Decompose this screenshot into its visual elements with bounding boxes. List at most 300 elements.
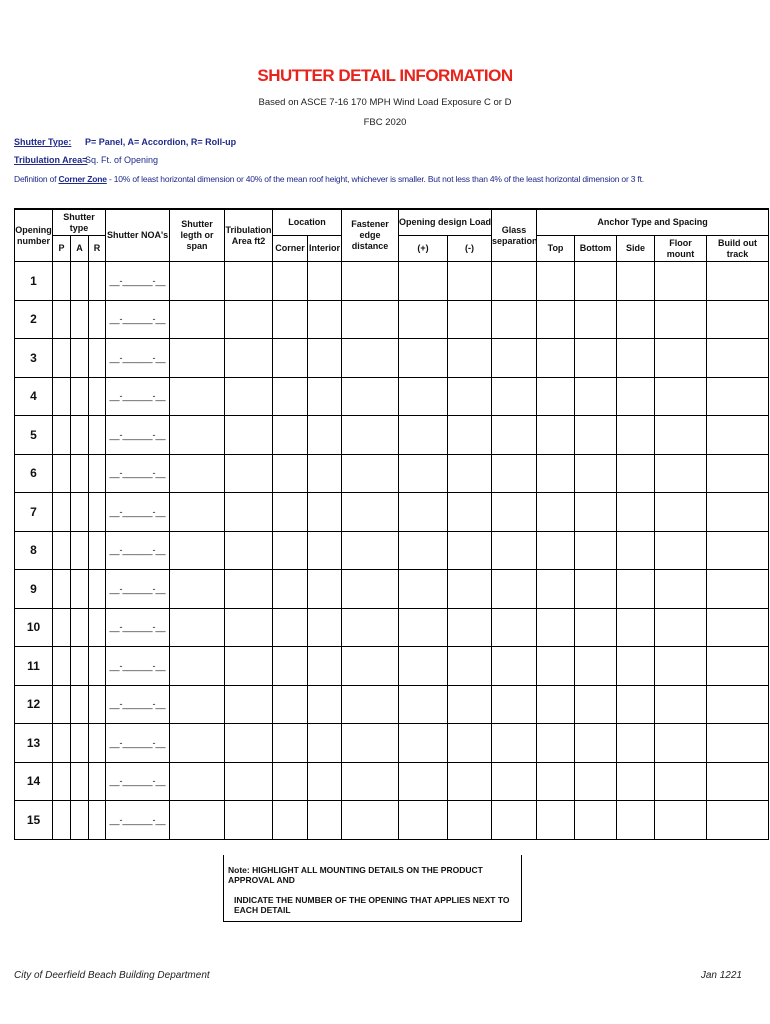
header-opening-number: Opening number xyxy=(15,209,53,262)
interior-cell[interactable] xyxy=(308,454,342,493)
glass-cell[interactable] xyxy=(492,377,537,416)
bottom-cell[interactable] xyxy=(575,493,617,532)
load-neg-cell[interactable] xyxy=(448,608,492,647)
load-pos-cell[interactable] xyxy=(399,801,448,840)
length-cell[interactable] xyxy=(170,377,225,416)
side-cell[interactable] xyxy=(617,608,655,647)
length-cell[interactable] xyxy=(170,647,225,686)
length-cell[interactable] xyxy=(170,262,225,301)
type-a-cell[interactable] xyxy=(71,493,89,532)
bottom-cell[interactable] xyxy=(575,454,617,493)
tribulation-cell[interactable] xyxy=(225,608,273,647)
load-neg-cell[interactable] xyxy=(448,300,492,339)
interior-cell[interactable] xyxy=(308,724,342,763)
load-neg-cell[interactable] xyxy=(448,685,492,724)
noa-cell[interactable]: __-______-__ xyxy=(106,454,170,493)
fastener-cell[interactable] xyxy=(342,685,399,724)
floor-mount-cell[interactable] xyxy=(655,801,707,840)
build-out-cell[interactable] xyxy=(707,724,769,763)
opening-number-cell: 2 xyxy=(15,300,53,339)
length-cell[interactable] xyxy=(170,570,225,609)
type-p-cell[interactable] xyxy=(53,416,71,455)
header-location: Location xyxy=(273,209,342,236)
noa-cell[interactable]: __-______-__ xyxy=(106,339,170,378)
top-cell[interactable] xyxy=(537,801,575,840)
top-cell[interactable] xyxy=(537,300,575,339)
top-cell[interactable] xyxy=(537,570,575,609)
floor-mount-cell[interactable] xyxy=(655,685,707,724)
top-cell[interactable] xyxy=(537,416,575,455)
build-out-cell[interactable] xyxy=(707,339,769,378)
load-neg-cell[interactable] xyxy=(448,724,492,763)
side-cell[interactable] xyxy=(617,339,655,378)
fastener-cell[interactable] xyxy=(342,300,399,339)
type-r-cell[interactable] xyxy=(89,570,106,609)
side-cell[interactable] xyxy=(617,531,655,570)
top-cell[interactable] xyxy=(537,724,575,763)
build-out-cell[interactable] xyxy=(707,570,769,609)
load-pos-cell[interactable] xyxy=(399,531,448,570)
table-row xyxy=(15,377,769,416)
glass-cell[interactable] xyxy=(492,339,537,378)
bottom-cell[interactable] xyxy=(575,762,617,801)
top-cell[interactable] xyxy=(537,531,575,570)
build-out-cell[interactable] xyxy=(707,685,769,724)
load-neg-cell[interactable] xyxy=(448,416,492,455)
interior-cell[interactable] xyxy=(308,685,342,724)
build-out-cell[interactable] xyxy=(707,493,769,532)
fastener-cell[interactable] xyxy=(342,801,399,840)
tribulation-cell[interactable] xyxy=(225,377,273,416)
glass-cell[interactable] xyxy=(492,801,537,840)
floor-mount-cell[interactable] xyxy=(655,493,707,532)
type-r-cell[interactable] xyxy=(89,454,106,493)
type-a-cell[interactable] xyxy=(71,377,89,416)
top-cell[interactable] xyxy=(537,647,575,686)
length-cell[interactable] xyxy=(170,762,225,801)
floor-mount-cell[interactable] xyxy=(655,300,707,339)
length-cell[interactable] xyxy=(170,724,225,763)
type-a-cell[interactable] xyxy=(71,801,89,840)
bottom-cell[interactable] xyxy=(575,339,617,378)
fastener-cell[interactable] xyxy=(342,416,399,455)
load-pos-cell[interactable] xyxy=(399,416,448,455)
bottom-cell[interactable] xyxy=(575,377,617,416)
type-r-cell[interactable] xyxy=(89,531,106,570)
interior-cell[interactable] xyxy=(308,377,342,416)
type-a-cell[interactable] xyxy=(71,685,89,724)
corner-cell[interactable] xyxy=(273,493,308,532)
load-pos-cell[interactable] xyxy=(399,377,448,416)
tribulation-cell[interactable] xyxy=(225,724,273,763)
glass-cell[interactable] xyxy=(492,762,537,801)
type-p-cell[interactable] xyxy=(53,801,71,840)
header-load-negative: (-) xyxy=(448,236,492,262)
side-cell[interactable] xyxy=(617,724,655,763)
header-shutter-length: Shutter legth or span xyxy=(170,209,225,262)
noa-cell[interactable]: __-______-__ xyxy=(106,300,170,339)
interior-cell[interactable] xyxy=(308,801,342,840)
load-neg-cell[interactable] xyxy=(448,493,492,532)
load-pos-cell[interactable] xyxy=(399,262,448,301)
noa-cell[interactable]: __-______-__ xyxy=(106,608,170,647)
glass-cell[interactable] xyxy=(492,608,537,647)
side-cell[interactable] xyxy=(617,493,655,532)
fastener-cell[interactable] xyxy=(342,647,399,686)
table-row xyxy=(15,801,769,840)
top-cell[interactable] xyxy=(537,339,575,378)
floor-mount-cell[interactable] xyxy=(655,608,707,647)
floor-mount-cell[interactable] xyxy=(655,531,707,570)
bottom-cell[interactable] xyxy=(575,647,617,686)
type-p-cell[interactable] xyxy=(53,454,71,493)
corner-cell[interactable] xyxy=(273,300,308,339)
tribulation-cell[interactable] xyxy=(225,493,273,532)
build-out-cell[interactable] xyxy=(707,262,769,301)
tribulation-cell[interactable] xyxy=(225,339,273,378)
length-cell[interactable] xyxy=(170,300,225,339)
bottom-cell[interactable] xyxy=(575,570,617,609)
corner-cell[interactable] xyxy=(273,262,308,301)
fastener-cell[interactable] xyxy=(342,339,399,378)
side-cell[interactable] xyxy=(617,416,655,455)
noa-cell[interactable]: __-______-__ xyxy=(106,724,170,763)
load-pos-cell[interactable] xyxy=(399,647,448,686)
side-cell[interactable] xyxy=(617,262,655,301)
corner-cell[interactable] xyxy=(273,339,308,378)
side-cell[interactable] xyxy=(617,685,655,724)
type-p-cell[interactable] xyxy=(53,685,71,724)
bottom-cell[interactable] xyxy=(575,262,617,301)
type-p-cell[interactable] xyxy=(53,531,71,570)
footer-date: Jan 1221 xyxy=(700,970,742,981)
bottom-cell[interactable] xyxy=(575,685,617,724)
build-out-cell[interactable] xyxy=(707,762,769,801)
tribulation-cell[interactable] xyxy=(225,262,273,301)
side-cell[interactable] xyxy=(617,801,655,840)
glass-cell[interactable] xyxy=(492,724,537,763)
fastener-cell[interactable] xyxy=(342,262,399,301)
opening-number-cell: 7 xyxy=(15,493,53,532)
top-cell[interactable] xyxy=(537,608,575,647)
glass-cell[interactable] xyxy=(492,416,537,455)
header-anchor-bottom: Bottom xyxy=(575,236,617,262)
type-p-cell[interactable] xyxy=(53,724,71,763)
top-cell[interactable] xyxy=(537,685,575,724)
opening-number-cell: 15 xyxy=(15,801,53,840)
build-out-cell[interactable] xyxy=(707,300,769,339)
type-r-cell[interactable] xyxy=(89,493,106,532)
floor-mount-cell[interactable] xyxy=(655,647,707,686)
bottom-cell[interactable] xyxy=(575,608,617,647)
header-interior: Interior xyxy=(308,236,342,262)
length-cell[interactable] xyxy=(170,416,225,455)
side-cell[interactable] xyxy=(617,300,655,339)
corner-cell[interactable] xyxy=(273,801,308,840)
load-pos-cell[interactable] xyxy=(399,608,448,647)
length-cell[interactable] xyxy=(170,493,225,532)
glass-cell[interactable] xyxy=(492,454,537,493)
load-neg-cell[interactable] xyxy=(448,339,492,378)
header-anchor-top: Top xyxy=(537,236,575,262)
top-cell[interactable] xyxy=(537,454,575,493)
corner-cell[interactable] xyxy=(273,454,308,493)
type-r-cell[interactable] xyxy=(89,300,106,339)
type-p-cell[interactable] xyxy=(53,262,71,301)
tribulation-cell[interactable] xyxy=(225,685,273,724)
build-out-cell[interactable] xyxy=(707,608,769,647)
interior-cell[interactable] xyxy=(308,493,342,532)
load-pos-cell[interactable] xyxy=(399,570,448,609)
tribulation-cell[interactable] xyxy=(225,570,273,609)
load-neg-cell[interactable] xyxy=(448,454,492,493)
type-r-cell[interactable] xyxy=(89,339,106,378)
type-r-cell[interactable] xyxy=(89,262,106,301)
length-cell[interactable] xyxy=(170,608,225,647)
length-cell[interactable] xyxy=(170,339,225,378)
header-load-positive: (+) xyxy=(399,236,448,262)
type-a-cell[interactable] xyxy=(71,531,89,570)
build-out-cell[interactable] xyxy=(707,377,769,416)
corner-cell[interactable] xyxy=(273,416,308,455)
type-a-cell[interactable] xyxy=(71,762,89,801)
load-pos-cell[interactable] xyxy=(399,454,448,493)
load-pos-cell[interactable] xyxy=(399,685,448,724)
length-cell[interactable] xyxy=(170,685,225,724)
fastener-cell[interactable] xyxy=(342,608,399,647)
interior-cell[interactable] xyxy=(308,647,342,686)
interior-cell[interactable] xyxy=(308,416,342,455)
length-cell[interactable] xyxy=(170,454,225,493)
table-row xyxy=(15,724,769,763)
floor-mount-cell[interactable] xyxy=(655,262,707,301)
tribulation-cell[interactable] xyxy=(225,762,273,801)
type-a-cell[interactable] xyxy=(71,647,89,686)
corner-cell[interactable] xyxy=(273,570,308,609)
corner-cell[interactable] xyxy=(273,608,308,647)
note-line-1: Note: HIGHLIGHT ALL MOUNTING DETAILS ON THE PRODUCT APPROVAL AND xyxy=(228,865,483,885)
header-anchor-side: Side xyxy=(617,236,655,262)
type-p-cell[interactable] xyxy=(53,377,71,416)
side-cell[interactable] xyxy=(617,647,655,686)
type-p-cell[interactable] xyxy=(53,608,71,647)
opening-number-cell: 5 xyxy=(15,416,53,455)
header-shutter-type: Shutter type xyxy=(53,209,106,236)
header-type-p: P xyxy=(53,236,71,262)
glass-cell[interactable] xyxy=(492,262,537,301)
type-a-cell[interactable] xyxy=(71,339,89,378)
type-a-cell[interactable] xyxy=(71,724,89,763)
fastener-cell[interactable] xyxy=(342,724,399,763)
length-cell[interactable] xyxy=(170,531,225,570)
fastener-cell[interactable] xyxy=(342,377,399,416)
tribulation-cell[interactable] xyxy=(225,531,273,570)
load-pos-cell[interactable] xyxy=(399,493,448,532)
header-anchor-type: Anchor Type and Spacing xyxy=(537,209,769,236)
building-code: FBC 2020 xyxy=(363,117,407,128)
side-cell[interactable] xyxy=(617,570,655,609)
load-neg-cell[interactable] xyxy=(448,801,492,840)
type-a-cell[interactable] xyxy=(71,608,89,647)
table-row xyxy=(15,762,769,801)
shutter-detail-table xyxy=(14,208,769,840)
load-pos-cell[interactable] xyxy=(399,762,448,801)
bottom-cell[interactable] xyxy=(575,531,617,570)
header-type-a: A xyxy=(71,236,89,262)
floor-mount-cell[interactable] xyxy=(655,454,707,493)
bottom-cell[interactable] xyxy=(575,801,617,840)
load-neg-cell[interactable] xyxy=(448,647,492,686)
type-p-cell[interactable] xyxy=(53,762,71,801)
interior-cell[interactable] xyxy=(308,762,342,801)
type-p-cell[interactable] xyxy=(53,339,71,378)
interior-cell[interactable] xyxy=(308,300,342,339)
load-pos-cell[interactable] xyxy=(399,724,448,763)
corner-zone-definition xyxy=(14,174,644,184)
noa-cell[interactable]: __-______-__ xyxy=(106,762,170,801)
load-pos-cell[interactable] xyxy=(399,300,448,339)
noa-cell[interactable]: __-______-__ xyxy=(106,493,170,532)
interior-cell[interactable] xyxy=(308,262,342,301)
type-r-cell[interactable] xyxy=(89,608,106,647)
fastener-cell[interactable] xyxy=(342,570,399,609)
floor-mount-cell[interactable] xyxy=(655,339,707,378)
table-row xyxy=(15,608,769,647)
noa-cell[interactable]: __-______-__ xyxy=(106,531,170,570)
type-a-cell[interactable] xyxy=(71,262,89,301)
side-cell[interactable] xyxy=(617,762,655,801)
tribulation-cell[interactable] xyxy=(225,801,273,840)
load-neg-cell[interactable] xyxy=(448,531,492,570)
type-p-cell[interactable] xyxy=(53,570,71,609)
tribulation-cell[interactable] xyxy=(225,416,273,455)
load-pos-cell[interactable] xyxy=(399,339,448,378)
type-r-cell[interactable] xyxy=(89,377,106,416)
note-line-2: INDICATE THE NUMBER OF THE OPENING THAT APPLIES NEXT TO EACH DETAIL xyxy=(234,895,510,915)
tribulation-cell[interactable] xyxy=(225,647,273,686)
noa-cell[interactable]: __-______-__ xyxy=(106,647,170,686)
floor-mount-cell[interactable] xyxy=(655,416,707,455)
interior-cell[interactable] xyxy=(308,531,342,570)
type-r-cell[interactable] xyxy=(89,801,106,840)
shutter-type-value: P= Panel, A= Accordion, R= Roll-up xyxy=(85,137,237,147)
corner-cell[interactable] xyxy=(273,762,308,801)
opening-number-cell: 11 xyxy=(15,647,53,686)
floor-mount-cell[interactable] xyxy=(655,724,707,763)
build-out-cell[interactable] xyxy=(707,647,769,686)
corner-cell[interactable] xyxy=(273,531,308,570)
type-a-cell[interactable] xyxy=(71,416,89,455)
load-neg-cell[interactable] xyxy=(448,570,492,609)
load-neg-cell[interactable] xyxy=(448,262,492,301)
header-fastener-edge-distance: Fastener edge distance xyxy=(342,209,399,262)
corner-cell[interactable] xyxy=(273,377,308,416)
fastener-cell[interactable] xyxy=(342,493,399,532)
corner-cell[interactable] xyxy=(273,685,308,724)
type-p-cell[interactable] xyxy=(53,647,71,686)
side-cell[interactable] xyxy=(617,454,655,493)
glass-cell[interactable] xyxy=(492,685,537,724)
interior-cell[interactable] xyxy=(308,608,342,647)
header-type-r: R xyxy=(89,236,106,262)
tribulation-cell[interactable] xyxy=(225,300,273,339)
bottom-cell[interactable] xyxy=(575,300,617,339)
build-out-cell[interactable] xyxy=(707,531,769,570)
build-out-cell[interactable] xyxy=(707,801,769,840)
type-a-cell[interactable] xyxy=(71,300,89,339)
top-cell[interactable] xyxy=(537,762,575,801)
fastener-cell[interactable] xyxy=(342,762,399,801)
load-neg-cell[interactable] xyxy=(448,762,492,801)
top-cell[interactable] xyxy=(537,493,575,532)
opening-number-cell: 9 xyxy=(15,570,53,609)
floor-mount-cell[interactable] xyxy=(655,762,707,801)
noa-cell[interactable]: __-______-__ xyxy=(106,570,170,609)
tribulation-cell[interactable] xyxy=(225,454,273,493)
opening-number-cell: 8 xyxy=(15,531,53,570)
noa-cell[interactable]: __-______-__ xyxy=(106,377,170,416)
noa-cell[interactable]: __-______-__ xyxy=(106,262,170,301)
build-out-cell[interactable] xyxy=(707,454,769,493)
mounting-note xyxy=(223,855,522,922)
type-a-cell[interactable] xyxy=(71,454,89,493)
opening-number-cell: 4 xyxy=(15,377,53,416)
type-p-cell[interactable] xyxy=(53,300,71,339)
bottom-cell[interactable] xyxy=(575,724,617,763)
type-r-cell[interactable] xyxy=(89,647,106,686)
glass-cell[interactable] xyxy=(492,531,537,570)
length-cell[interactable] xyxy=(170,801,225,840)
type-a-cell[interactable] xyxy=(71,570,89,609)
corner-cell[interactable] xyxy=(273,647,308,686)
table-row xyxy=(15,493,769,532)
floor-mount-cell[interactable] xyxy=(655,570,707,609)
build-out-cell[interactable] xyxy=(707,416,769,455)
interior-cell[interactable] xyxy=(308,339,342,378)
top-cell[interactable] xyxy=(537,377,575,416)
glass-cell[interactable] xyxy=(492,300,537,339)
noa-cell[interactable]: __-______-__ xyxy=(106,685,170,724)
opening-number-cell: 14 xyxy=(15,762,53,801)
fastener-cell[interactable] xyxy=(342,531,399,570)
table-body xyxy=(15,262,769,840)
bottom-cell[interactable] xyxy=(575,416,617,455)
top-cell[interactable] xyxy=(537,262,575,301)
header-shutter-noa: Shutter NOA's xyxy=(106,209,170,262)
opening-number-cell: 12 xyxy=(15,685,53,724)
footer-department: City of Deerfield Beach Building Department xyxy=(14,970,210,981)
type-r-cell[interactable] xyxy=(89,416,106,455)
type-r-cell[interactable] xyxy=(89,724,106,763)
side-cell[interactable] xyxy=(617,377,655,416)
noa-cell[interactable]: __-______-__ xyxy=(106,801,170,840)
floor-mount-cell[interactable] xyxy=(655,377,707,416)
interior-cell[interactable] xyxy=(308,570,342,609)
corner-cell[interactable] xyxy=(273,724,308,763)
glass-cell[interactable] xyxy=(492,647,537,686)
header-anchor-build-out: Build out track xyxy=(707,236,769,262)
glass-cell[interactable] xyxy=(492,570,537,609)
page-title: SHUTTER DETAIL INFORMATION xyxy=(257,66,513,85)
noa-cell[interactable]: __-______-__ xyxy=(106,416,170,455)
type-r-cell[interactable] xyxy=(89,685,106,724)
type-p-cell[interactable] xyxy=(53,493,71,532)
type-r-cell[interactable] xyxy=(89,762,106,801)
fastener-cell[interactable] xyxy=(342,454,399,493)
glass-cell[interactable] xyxy=(492,493,537,532)
load-neg-cell[interactable] xyxy=(448,377,492,416)
opening-number-cell: 10 xyxy=(15,608,53,647)
